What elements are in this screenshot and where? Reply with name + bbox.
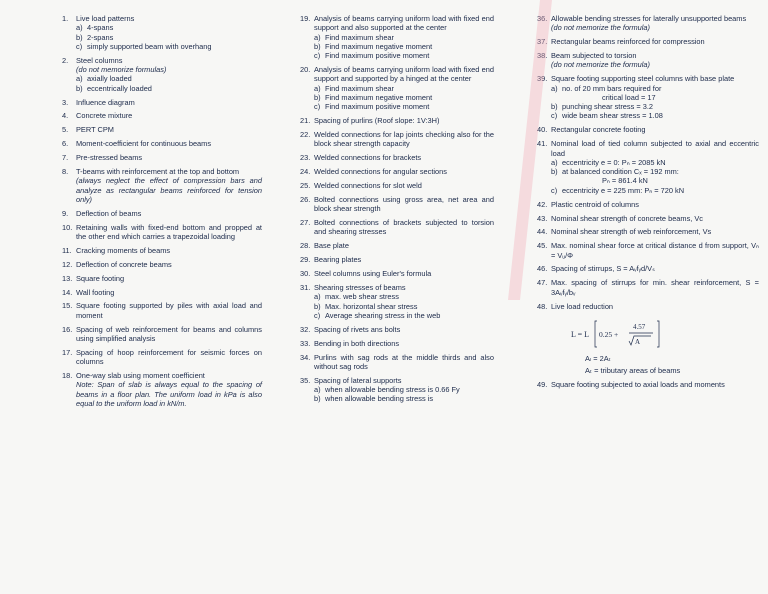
item-number: 38. [537, 51, 548, 61]
sub-item-text: Max. horizontal shear stress [325, 301, 418, 311]
item-note: (do not memorize the formula) [551, 23, 650, 33]
sub-item-label: a) [314, 292, 321, 302]
sub-item [314, 385, 494, 394]
right-bracket [657, 321, 659, 347]
sub-item-text: Average shearing stress in the web [325, 310, 441, 320]
sub-item-text: 4-spans [87, 23, 114, 33]
list-item [62, 209, 262, 218]
item-text: Spacing of lateral supports [314, 375, 402, 385]
list-item [300, 269, 494, 278]
list-item [62, 246, 262, 255]
item-number: 16. [62, 324, 73, 334]
item-text: Concrete mixture [76, 111, 133, 121]
sub-item-text: axially loaded [87, 74, 132, 84]
item-text: Influence diagram [76, 97, 135, 107]
item-number: 26. [300, 194, 311, 204]
item-number: 19. [300, 14, 311, 23]
sub-item [314, 102, 494, 111]
item-number: 35. [300, 375, 311, 385]
item-text: Square footing supporting steel columns with base plate [551, 74, 735, 84]
list-item [537, 227, 759, 236]
list-item [300, 181, 494, 190]
item-text: Bending in both directions [314, 338, 400, 348]
column-3 [537, 14, 759, 394]
sub-item [76, 33, 262, 42]
list-item [300, 195, 494, 214]
sub-item-label: c) [76, 41, 83, 51]
sub-item [314, 93, 494, 102]
item-number: 47. [537, 278, 548, 288]
item-text: Bolted connections of brackets subjected to torsion and shearing stresses [314, 218, 494, 237]
list-item [62, 111, 262, 120]
sub-item-text: Find maximum negative moment [325, 92, 433, 102]
item-text: Bearing plates [314, 255, 362, 265]
item-note: Note: Span of slab is always equal to the spacing of beams in a floor plan. The uniform load in kPa is also equal to the uniform load in kN/m. [76, 380, 262, 408]
item-text: Spacing of rivets ans bolts [314, 324, 401, 334]
item-number: 30. [300, 269, 311, 279]
item-text: Nominal load of tied column subjected to axial and eccentric load [551, 139, 759, 158]
sub-item-label: c) [314, 51, 321, 61]
item-number: 21. [300, 116, 311, 126]
column-1 [62, 14, 262, 413]
item-text: Plastic centroid of columns [551, 199, 639, 209]
sub-item [551, 158, 759, 167]
item-text: Bolted connections using gross area, net area and block shear strength [314, 194, 494, 214]
list-item [537, 302, 759, 376]
sub-item [76, 23, 262, 32]
sub-item-label: c) [551, 185, 558, 195]
item-number: 15. [62, 301, 73, 311]
item-number: 49. [537, 380, 548, 390]
formula-graphic [571, 317, 681, 351]
sub-item [76, 42, 262, 51]
item-number: 11. [62, 245, 72, 255]
item-text: Steel columns [76, 55, 123, 65]
list-item [62, 288, 262, 297]
sub-item-label: a) [76, 74, 83, 84]
item-text: Retaining walls with fixed-end bottom and propped at the other end which carries a trapezoidal loading [76, 222, 262, 241]
item-text: Spacing of purlins (Roof slope: 1V:3H) [314, 116, 440, 126]
item-note: (do not memorize formulas) [76, 65, 167, 75]
item-text: PERT CPM [76, 125, 114, 135]
list-item [62, 325, 262, 344]
sub-item-label: a) [551, 83, 558, 93]
list-item [62, 301, 262, 320]
sub-item-text: eccentricity e = 0: Pₙ = 2085 kN [562, 157, 666, 167]
sub-item-text: when allowable bending stress is [325, 394, 434, 404]
sub-item-label: b) [314, 394, 321, 404]
sub-item-text: Find maximum shear [325, 83, 394, 93]
item-number: 31. [300, 282, 311, 292]
list-item [537, 125, 759, 134]
formula-coefficient: 0.25 + [599, 329, 619, 339]
sub-item [314, 51, 494, 60]
sub-item-label: b) [314, 301, 321, 311]
formula-line-2: Aₗ = 2Aₜ [585, 353, 611, 363]
item-text: Square footing [76, 273, 125, 283]
item-number: 17. [62, 347, 73, 357]
item-number: 29. [300, 255, 311, 265]
item-text: Square footing subjected to axial loads and moments [551, 380, 725, 390]
item-number: 2. [62, 55, 69, 65]
item-number: 27. [300, 218, 311, 228]
item-text: Nominal shear strength of web reinforcement, Vs [551, 227, 712, 237]
item-text: Welded connections for brackets [314, 153, 422, 163]
item-number: 40. [537, 125, 548, 135]
item-text: Rectangular concrete footing [551, 125, 646, 135]
item-text: Moment-coefficient for continuous beams [76, 139, 212, 149]
sub-item [314, 311, 494, 320]
list-item [537, 200, 759, 209]
sub-item-label: c) [314, 310, 321, 320]
item-number: 4. [62, 111, 69, 121]
sub-item [551, 167, 759, 186]
item-number: 41. [537, 139, 548, 149]
item-text: Max. nominal shear force at critical distance d from support, Vₙ = Vᵤ/Φ [551, 241, 759, 260]
left-bracket [595, 321, 597, 347]
item-text: Welded connections for slot weld [314, 181, 422, 191]
sub-item [76, 74, 262, 83]
sub-item-label: c) [314, 102, 321, 112]
item-text: Deflection of concrete beams [76, 259, 172, 269]
list-item [62, 348, 262, 367]
item-text: T-beams with reinforcement at the top and bottom [76, 167, 240, 177]
sub-item-text: when allowable bending stress is 0.66 Fy [325, 385, 460, 394]
sub-item [314, 292, 494, 301]
item-number: 32. [300, 324, 311, 334]
item-text: Spacing of hoop reinforcement for seismic forces on columns [76, 347, 262, 367]
formula-denominator: A [635, 337, 641, 346]
sub-item-text: Find maximum positive moment [325, 102, 430, 112]
list-item [62, 167, 262, 204]
list-item [62, 98, 262, 107]
item-text: Purlins with sag rods at the middle thirds and also without sag rods [314, 352, 494, 371]
item-text: Analysis of beams carrying uniform load with fixed end support and also supported at the center [314, 14, 494, 33]
sub-item-text: eccentrically loaded [87, 83, 152, 93]
item-number: 14. [62, 287, 73, 297]
item-text: Live load reduction [551, 301, 614, 311]
sub-item-label: a) [76, 23, 83, 33]
item-number: 10. [62, 222, 73, 232]
list-item [300, 130, 494, 149]
item-number: 39. [537, 74, 548, 84]
list-item [537, 139, 759, 195]
list-item [62, 260, 262, 269]
list-item [537, 241, 759, 260]
sub-item-text: Find maximum positive moment [325, 51, 430, 61]
item-text: One-way slab using moment coefficient [76, 371, 205, 380]
list-item [300, 376, 494, 404]
item-number: 13. [62, 273, 73, 283]
item-text: Spacing of web reinforcement for beams and columns using simplified analysis [76, 324, 262, 343]
live-load-formula [571, 317, 759, 376]
sub-item-text: max. web shear stress [325, 292, 399, 302]
item-number: 6. [62, 139, 69, 149]
item-text: Live load patterns [76, 14, 135, 23]
item-number: 7. [62, 153, 69, 163]
sub-item-label: a) [314, 83, 321, 93]
sub-item-text: no. of 20 mm bars required for [562, 83, 662, 93]
item-text: Welded connections for lap joints checking also for the block shear strength capacity [314, 130, 494, 149]
sub-item-label: c) [551, 111, 558, 121]
item-text: Welded connections for angular sections [314, 167, 447, 177]
list-item [62, 139, 262, 148]
item-number: 3. [62, 97, 69, 107]
item-number: 28. [300, 241, 311, 251]
sub-item-label: a) [314, 385, 321, 394]
list-item [537, 278, 759, 297]
item-text: Pre-stressed beams [76, 153, 143, 163]
item-text: Analysis of beams carrying uniform load with fixed end support and supported by a hinged at the center [314, 65, 494, 84]
sub-item-text: simply supported beam with overhang [87, 41, 212, 51]
list-item [62, 56, 262, 93]
item-number: 25. [300, 181, 311, 191]
item-text: Allowable bending stresses for laterally unsupported beams [551, 14, 747, 23]
item-number: 9. [62, 208, 69, 218]
sub-item [314, 84, 494, 93]
list-item [537, 37, 759, 46]
list-item [62, 223, 262, 242]
list-item [62, 371, 262, 408]
sub-item-text: Find maximum shear [325, 32, 394, 42]
item-text: Deflection of beams [76, 208, 142, 218]
formula-lhs: L = L [571, 329, 589, 339]
item-number: 42. [537, 199, 548, 209]
list-item [300, 339, 494, 348]
sub-item [76, 84, 262, 93]
list-item [62, 125, 262, 134]
item-text: Nominal shear strength of concrete beams, Vc [551, 213, 703, 223]
item-text: Cracking moments of beams [76, 245, 171, 255]
list-item [300, 283, 494, 320]
list-item [537, 74, 759, 120]
list-item [300, 255, 494, 264]
list-item [537, 214, 759, 223]
list-item [62, 274, 262, 283]
list-item [300, 153, 494, 162]
sub-item-label: b) [551, 102, 558, 112]
item-number: 22. [300, 130, 311, 140]
item-text: Beam subjected to torsion [551, 51, 637, 61]
sub-item-label: b) [76, 83, 83, 93]
sub-item-text: punching shear stress = 3.2 [562, 102, 654, 112]
item-text: Max. spacing of stirrups for min. shear reinforcement, S = 3Aᵥfᵧ/bᵥ [551, 278, 759, 297]
sub-item [314, 33, 494, 42]
sub-item [551, 186, 759, 195]
item-note: (do not memorize the formula) [551, 60, 650, 70]
item-number: 33. [300, 338, 311, 348]
item-number: 12. [62, 259, 73, 269]
sub-item-label: a) [314, 32, 321, 42]
sub-item-label: b) [551, 167, 558, 177]
list-item [62, 14, 262, 51]
item-number: 18. [62, 371, 73, 380]
list-item [300, 116, 494, 125]
list-item [537, 380, 759, 389]
list-item [62, 153, 262, 162]
list-item [537, 14, 759, 33]
item-number: 23. [300, 153, 311, 163]
item-text: Steel columns using Euler's formula [314, 269, 432, 279]
column-2 [300, 14, 494, 408]
item-text: Spacing of stirrups, S = Aᵥfᵧd/Vₛ [551, 264, 655, 274]
sub-item-label: a) [551, 157, 558, 167]
item-text: Wall footing [76, 287, 115, 297]
sub-item [551, 111, 759, 120]
sub-item-text: wide beam shear stress = 1.08 [562, 111, 663, 121]
sub-item-label: b) [314, 92, 321, 102]
item-note: (always neglect the effect of compression bars and analyze as rectangular beams reinforced for tension only) [76, 176, 262, 204]
item-number: 48. [537, 301, 548, 311]
list-item [537, 51, 759, 70]
item-text: Shearing stresses of beams [314, 282, 406, 292]
sub-item-text-2: Pₙ = 861.4 kN [602, 176, 648, 186]
sub-item-label: b) [314, 41, 321, 51]
item-number: 36. [537, 14, 548, 23]
list-item [300, 241, 494, 250]
sub-item [314, 394, 494, 403]
list-item [537, 264, 759, 273]
sub-item [551, 102, 759, 111]
item-number: 44. [537, 227, 548, 237]
item-text: Square footing supported by piles with axial load and moment [76, 301, 262, 320]
item-number: 37. [537, 37, 548, 47]
formula-line-3: Aₜ = tributary areas of beams [585, 366, 681, 376]
list-item [300, 65, 494, 111]
item-number: 43. [537, 213, 548, 223]
sub-item-text: eccentricity e = 225 mm: Pₙ = 720 kN [562, 185, 685, 195]
formula-numerator: 4.57 [633, 322, 646, 331]
item-number: 45. [537, 241, 548, 251]
sub-item-text: 2-spans [87, 32, 114, 42]
item-text: Base plate [314, 241, 349, 251]
list-item [300, 325, 494, 334]
sub-item-text: Find maximum negative moment [325, 41, 433, 51]
sub-item-label: b) [76, 32, 83, 42]
item-number: 34. [300, 352, 311, 362]
item-number: 46. [537, 264, 548, 274]
list-item [300, 218, 494, 237]
sub-item [314, 302, 494, 311]
item-number: 8. [62, 167, 69, 177]
sub-item [314, 42, 494, 51]
sub-item [551, 84, 759, 103]
item-number: 5. [62, 125, 69, 135]
item-number: 24. [300, 167, 311, 177]
item-number: 1. [62, 14, 69, 23]
sub-item-text-2: critical load = 17 [602, 92, 656, 102]
list-item [300, 167, 494, 176]
list-item [300, 353, 494, 372]
list-item [300, 14, 494, 60]
sub-item-text: at balanced condition Cₓ = 192 mm: [562, 167, 679, 177]
item-number: 20. [300, 65, 311, 75]
item-text: Rectangular beams reinforced for compression [551, 37, 705, 47]
